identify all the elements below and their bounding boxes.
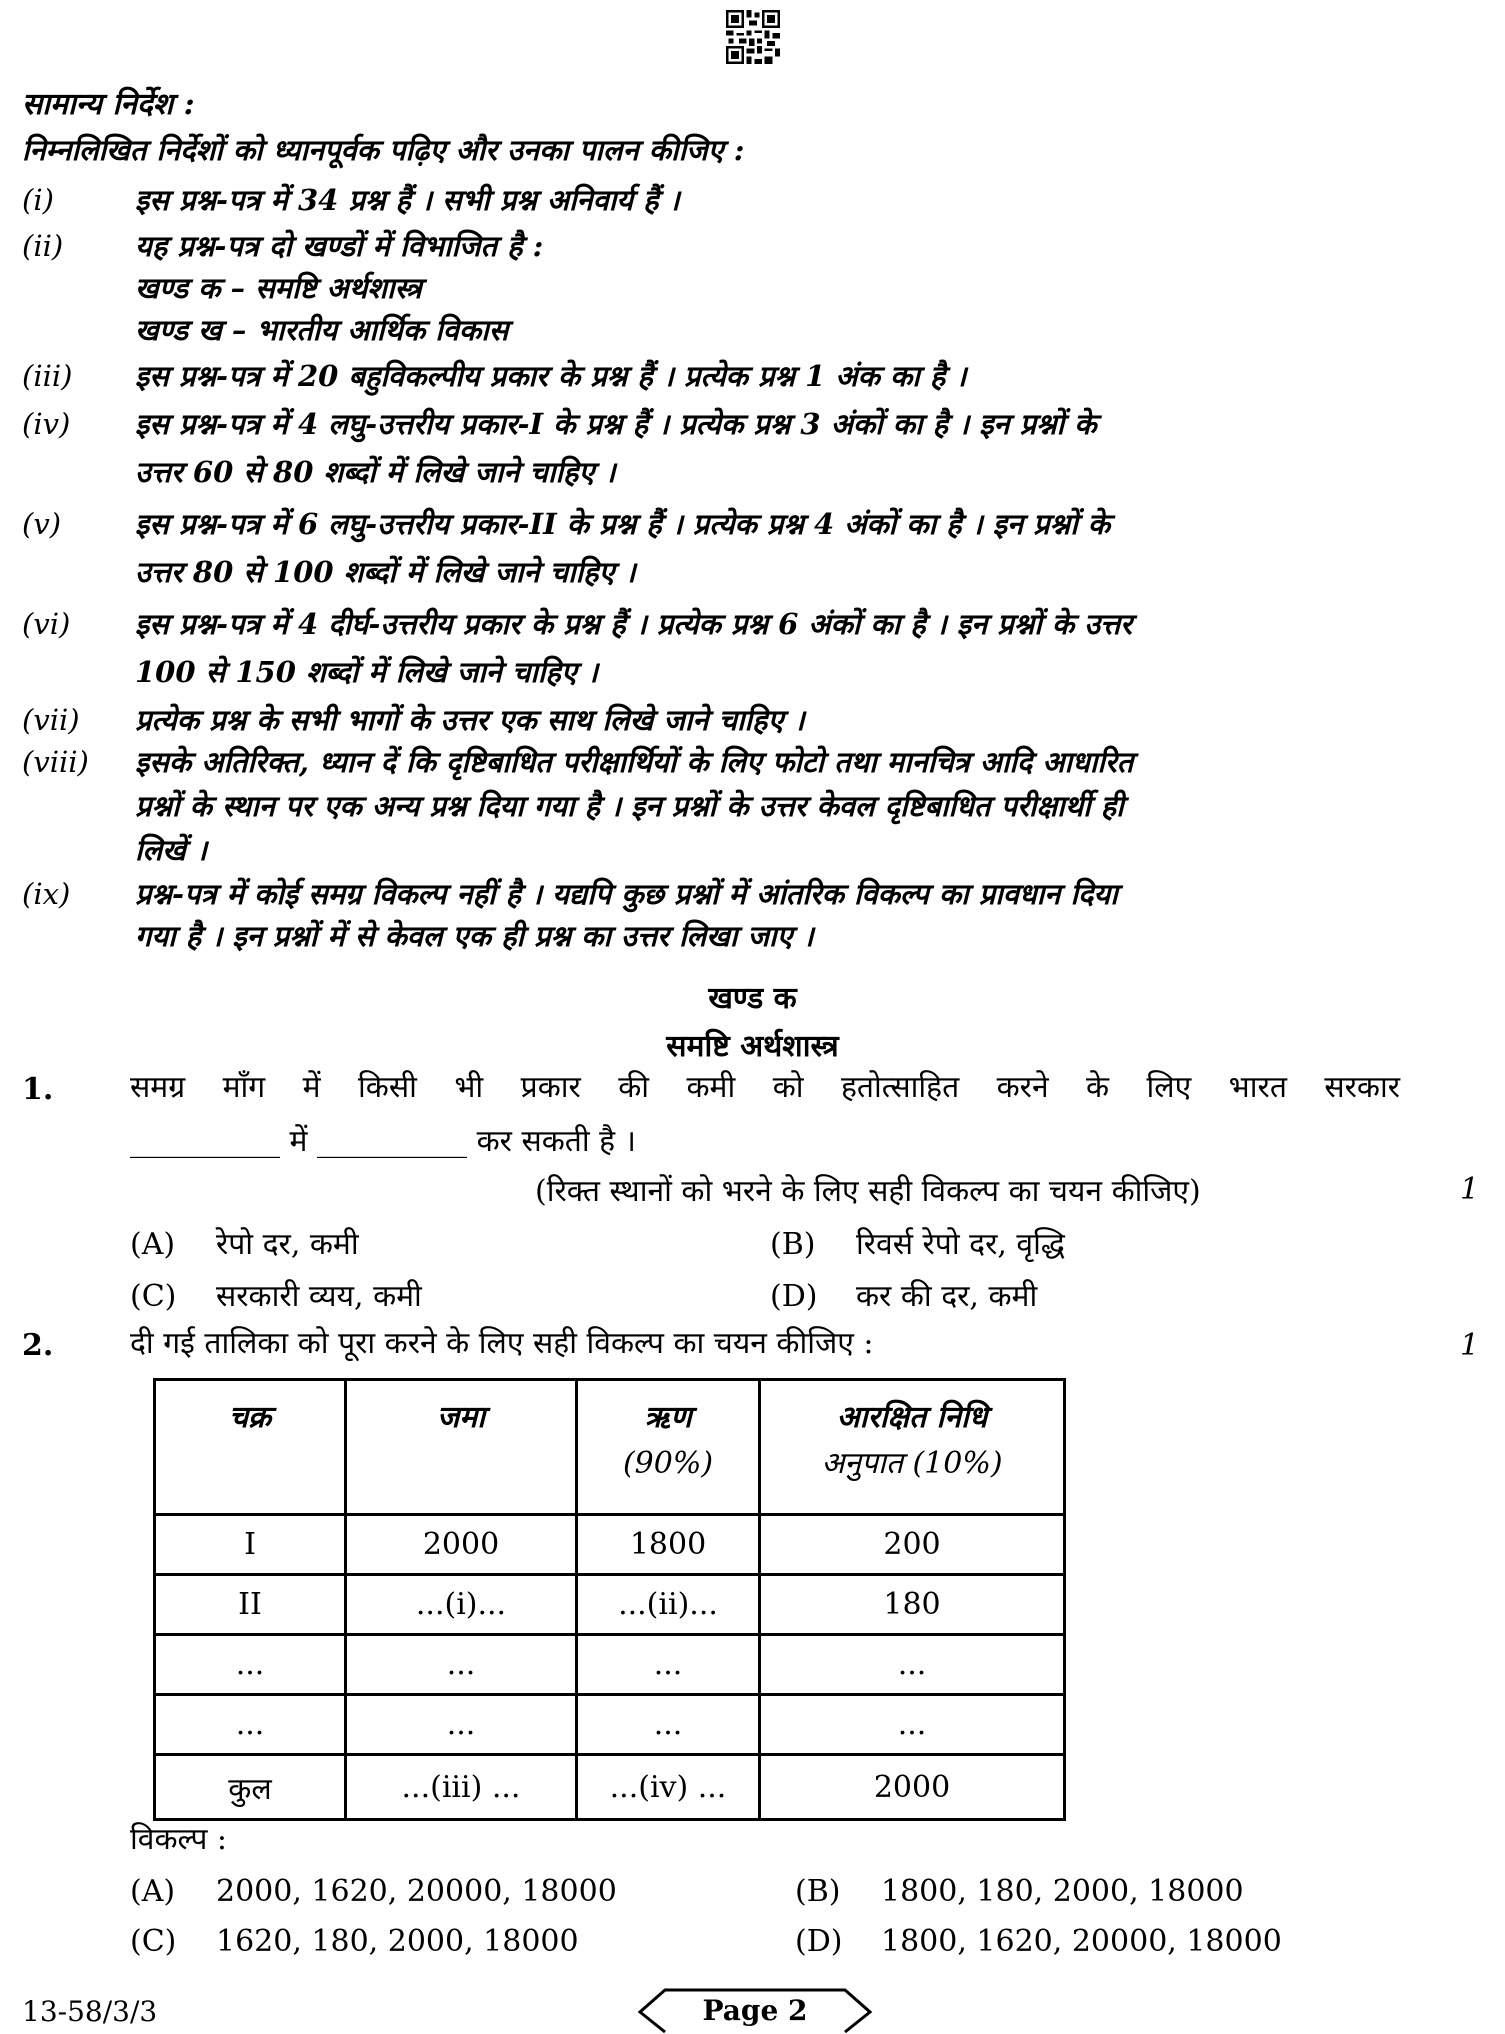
blank-1: __________ [130,1124,280,1159]
credit-creation-table [153,1378,1066,1821]
table-row: I 2000 1800 200 [155,1515,1065,1575]
header-deposits: जमा [346,1380,577,1515]
page-number-badge: Page 2 [635,1988,875,2034]
option-d[interactable]: (D) कर की दर, कमी [770,1279,1038,1314]
options-label: विकल्प : [130,1822,228,1857]
table-total-row: कुल ...(iii) ... ...(iv) ... 2000 [155,1755,1065,1820]
marks: 1 [1460,1172,1480,1207]
option-a[interactable]: (A) रेपो दर, कमी [130,1227,359,1262]
option-b[interactable]: (B) 1800, 180, 2000, 18000 [795,1874,1244,1909]
table-row: ... ... ... ... [155,1635,1065,1695]
table-header-row [155,1380,1065,1515]
section-subtitle: समष्टि अर्थशास्त्र [666,1029,839,1064]
marks: 1 [1460,1328,1480,1363]
general-instructions-heading: सामान्य निर्देश : [22,87,195,122]
option-b[interactable]: (B) रिवर्स रेपो दर, वृद्धि [770,1227,1065,1262]
header-reserve-ratio: आरक्षित निधि अनुपात (10%) [760,1380,1065,1515]
question-text-line2: __________ में __________ कर सकती है । [130,1124,637,1159]
paper-code: 13-58/3/3 [22,1995,158,2028]
table-row: II ...(i)... ...(ii)... 180 [155,1575,1065,1635]
header-loans: ऋण (90%) [577,1380,760,1515]
instructions-intro: निम्नलिखित निर्देशों को ध्यानपूर्वक पढ़िए और उनका पालन कीजिए : [22,133,745,167]
section-title: खण्ड क [708,981,797,1016]
header-cycle: चक्र [155,1380,346,1515]
question-hint: (रिक्त स्थानों को भरने के लिए सही विकल्प का चयन कीजिए) [535,1174,1201,1209]
qr-code-icon [726,10,780,64]
option-a[interactable]: (A) 2000, 1620, 20000, 18000 [130,1874,617,1909]
option-d[interactable]: (D) 1800, 1620, 20000, 18000 [795,1924,1282,1959]
question-text: समग्र माँग में किसी भी प्रकार की कमी को हतोत्साहित करने के लिए भारत सरकार [130,1070,1400,1105]
table-row: ... ... ... ... [155,1695,1065,1755]
option-c[interactable]: (C) 1620, 180, 2000, 18000 [130,1924,579,1959]
question-text: दी गई तालिका को पूरा करने के लिए सही विकल्प का चयन कीजिए : [130,1326,874,1361]
option-c[interactable]: (C) सरकारी व्यय, कमी [130,1279,422,1314]
question-number: 2. [22,1328,54,1363]
question-number: 1. [22,1072,54,1107]
blank-2: __________ [317,1124,468,1159]
